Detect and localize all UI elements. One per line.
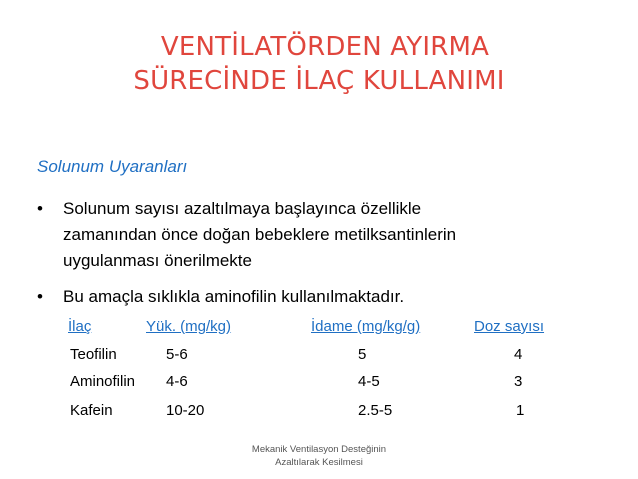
- bullet-icon: •: [37, 287, 43, 306]
- table-header: Yük. (mg/kg): [146, 318, 232, 335]
- bullet-line: zamanından önce doğan bebeklere metilksantinlerin: [63, 225, 457, 244]
- table-cell: Kafein: [70, 402, 113, 419]
- table-cell: 2.5-5: [358, 402, 393, 419]
- slide-title: [0, 30, 638, 98]
- footer-line-2: Azaltılarak Kesilmesi: [275, 457, 363, 468]
- section-heading: Solunum Uyaranları: [37, 157, 188, 176]
- bullet-line: Solunum sayısı azaltılmaya başlayınca özellikle: [63, 199, 422, 218]
- table-cell: 5: [358, 346, 367, 363]
- table-header: İdame (mg/kg/g): [311, 318, 421, 335]
- bullet-line: Bu amaçla sıklıkla aminofilin kullanılmaktadır.: [63, 287, 405, 306]
- slide-footer: [234, 443, 404, 469]
- table-cell: 3: [514, 373, 523, 390]
- bullet-text: [63, 196, 583, 274]
- table-cell: 1: [516, 402, 525, 419]
- bullet-text: [63, 284, 583, 310]
- table-header: Doz sayısı: [474, 318, 545, 335]
- table-cell: 4-5: [358, 373, 380, 390]
- table-cell: Teofilin: [70, 346, 117, 363]
- table-cell: 10-20: [166, 402, 205, 419]
- table-cell: Aminofilin: [70, 373, 136, 390]
- bullet-icon: •: [37, 199, 43, 218]
- table-cell: 4-6: [166, 373, 188, 390]
- table-cell: 4: [514, 346, 523, 363]
- table-cell: 5-6: [166, 346, 188, 363]
- footer-line-1: Mekanik Ventilasyon Desteğinin: [251, 444, 387, 455]
- title-line-2: SÜRECİNDE İLAÇ KULLANIMI: [133, 66, 505, 96]
- title-line-1: VENTİLATÖRDEN AYIRMA: [160, 32, 490, 62]
- table-header: İlaç: [68, 318, 92, 335]
- bullet-line: uygulanması önerilmekte: [63, 251, 252, 270]
